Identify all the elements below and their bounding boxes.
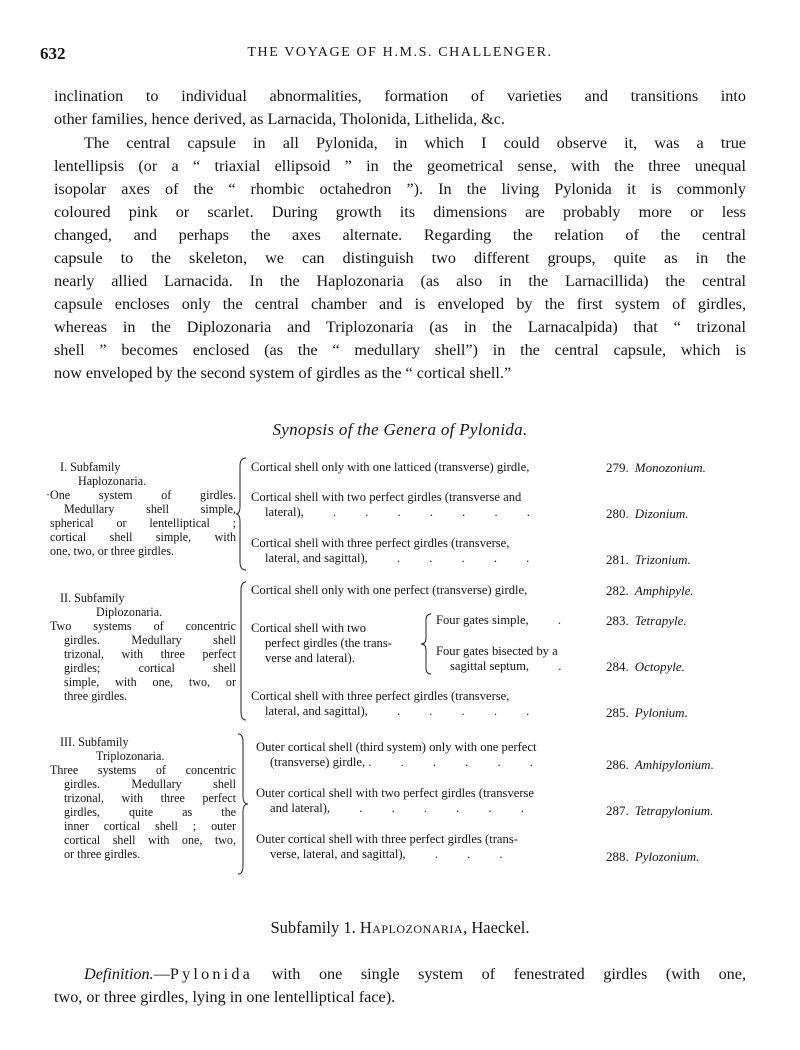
subfamily-2-name: Diplozonaria. bbox=[96, 605, 163, 619]
desc-line: spherical or lentelliptical ; bbox=[50, 516, 236, 530]
row-279-text bbox=[251, 460, 593, 475]
desc-line: trizonal, with three perfect bbox=[64, 791, 236, 805]
genus-name: Octopyle. bbox=[634, 659, 685, 674]
desc-line: three girdles. bbox=[64, 689, 128, 703]
genus-name: Monozonium. bbox=[634, 460, 706, 475]
definition-taxon: Pylonida bbox=[169, 965, 254, 983]
row-281-text bbox=[251, 536, 593, 566]
genus-284 bbox=[606, 659, 685, 675]
row-285-text bbox=[251, 689, 593, 719]
text-line: lentellipsis (or a “ triaxial ellipsoid ” in the geometrical sense, with the three unequal bbox=[54, 157, 746, 175]
definition-line-1: Definition.—Pylonida with one single system of fenestrated girdles (with one, bbox=[84, 965, 746, 983]
genus-number: 284. bbox=[606, 659, 629, 674]
row-text: verse and lateral). bbox=[265, 651, 355, 665]
genus-281 bbox=[606, 552, 691, 568]
row-text: Cortical shell with three perfect girdles (transverse, bbox=[251, 689, 510, 703]
row-text: perfect girdles (the trans- bbox=[265, 636, 392, 650]
genus-283 bbox=[606, 613, 687, 629]
genus-number: 288. bbox=[606, 849, 629, 864]
desc-line: Medullary shell simple, bbox=[64, 502, 236, 516]
text-line: The central capsule in all Pylonida, in which I could observe it, was a true bbox=[84, 134, 746, 152]
desc-line: ·One system of girdles. bbox=[46, 488, 236, 502]
text-line: isopolar axes of the “ rhombic octahedron ”). In the living Pylonida it is commonly bbox=[54, 180, 746, 198]
subfamily-2-head: II. Subfamily bbox=[60, 591, 125, 605]
desc-line: girdles. Medullary shell bbox=[64, 777, 236, 791]
subfamily-1-description bbox=[46, 460, 236, 558]
genus-name: Trizonium. bbox=[634, 552, 691, 567]
row-288-text bbox=[256, 832, 598, 862]
brace-gates bbox=[421, 614, 433, 674]
genus-number: 280. bbox=[606, 506, 629, 521]
row-text: verse, lateral, and sagittal), . . . bbox=[270, 847, 503, 861]
subfamily-1-head: I. Subfamily bbox=[60, 460, 121, 474]
desc-line: cortical shell simple, with bbox=[50, 530, 236, 544]
row-text: lateral, and sagittal), . . . . . bbox=[265, 551, 530, 565]
synopsis-title: Synopsis of the Genera of Pylonida. bbox=[272, 420, 528, 439]
desc-line: cortical shell with one, two, bbox=[64, 833, 236, 847]
subfamily-heading bbox=[0, 918, 800, 938]
genus-name: Tetrapylonium. bbox=[634, 803, 714, 818]
genus-number: 279. bbox=[606, 460, 629, 475]
desc-line: girdles, quite as the bbox=[64, 805, 236, 819]
row-text: Cortical shell only with one latticed (transverse) girdle, bbox=[251, 460, 530, 474]
genus-number: 282. bbox=[606, 583, 629, 598]
text-line: capsule to the skeleton, we can distinguish two different groups, quite as in the bbox=[54, 249, 746, 267]
desc-line: Two systems of concentric bbox=[50, 619, 236, 633]
row-286-text bbox=[256, 740, 598, 770]
genus-name: Pylozonium. bbox=[634, 849, 700, 864]
row-text: (transverse) girdle, . . . . . . bbox=[270, 755, 533, 769]
subfamily-2-description bbox=[50, 591, 236, 703]
text-line: now enveloped by the second system of girdles as the “ cortical shell.” bbox=[54, 364, 512, 382]
desc-line: or three girdles. bbox=[64, 847, 141, 861]
paragraph-1 bbox=[54, 85, 746, 131]
definition bbox=[54, 963, 746, 1009]
brace-subfamily-3 bbox=[236, 734, 250, 874]
row-282-text bbox=[251, 583, 593, 598]
text-line: changed, and perhaps the axes alternate. Regarding the relation of the central bbox=[54, 226, 746, 244]
row-280-text bbox=[251, 490, 593, 520]
genus-280 bbox=[606, 506, 689, 522]
text-line: coloured pink or scarlet. During growth its dimensions are probably more or less bbox=[54, 203, 746, 221]
running-title: THE VOYAGE OF H.M.S. CHALLENGER. bbox=[247, 45, 553, 60]
genus-number: 286. bbox=[606, 757, 629, 772]
subfamily-author: , Haeckel. bbox=[463, 918, 530, 937]
genus-name: Amhipylonium. bbox=[634, 757, 714, 772]
genus-287 bbox=[606, 803, 713, 819]
row-text: Outer cortical shell (third system) only with one perfect bbox=[256, 740, 537, 754]
desc-line: one, two, or three girdles. bbox=[50, 544, 174, 558]
row-text: sagittal septum, . bbox=[450, 659, 562, 673]
subfamily-1-name: Haplozonaria. bbox=[78, 474, 147, 488]
two-girdles-text bbox=[251, 621, 421, 666]
page-number: 632 bbox=[40, 44, 66, 63]
desc-line: Three systems of concentric bbox=[50, 763, 236, 777]
genus-name: Dizonium. bbox=[634, 506, 689, 521]
gates-simple-text bbox=[436, 613, 596, 628]
row-text: Cortical shell only with one perfect (transverse) girdle, bbox=[251, 583, 528, 597]
genus-279 bbox=[606, 460, 706, 476]
text-line: inclination to individual abnormalities, formation of varieties and transitions into bbox=[54, 87, 746, 105]
gates-bisected-text bbox=[436, 644, 596, 674]
row-text: Four gates simple, . bbox=[436, 613, 561, 627]
genus-name: Pylonium. bbox=[634, 705, 688, 720]
subfamily-3-description bbox=[50, 735, 236, 861]
genus-number: 281. bbox=[606, 552, 629, 567]
desc-line: girdles. Medullary shell bbox=[64, 633, 236, 647]
brace-subfamily-2 bbox=[238, 582, 248, 720]
row-text: Outer cortical shell with three perfect girdles (trans- bbox=[256, 832, 518, 846]
subfamily-3-head: III. Subfamily bbox=[60, 735, 129, 749]
subfamily-prefix: Subfamily 1. bbox=[270, 918, 356, 937]
subfamily-3-name: Triplozonaria. bbox=[96, 749, 165, 763]
text-line: capsule encloses only the central chamber and is enveloped by the first system of girdles, bbox=[54, 295, 746, 313]
genus-288 bbox=[606, 849, 699, 865]
desc-line: trizonal, with three perfect bbox=[64, 647, 236, 661]
row-text: lateral, and sagittal), . . . . . bbox=[265, 704, 530, 718]
genus-name: Amphipyle. bbox=[634, 583, 694, 598]
row-text: Four gates bisected by a bbox=[436, 644, 558, 658]
desc-line: inner cortical shell ; outer bbox=[64, 819, 236, 833]
row-287-text bbox=[256, 786, 598, 816]
text-line: other families, hence derived, as Larnacida, Tholonida, Lithelida, &c. bbox=[54, 110, 505, 128]
subfamily-name: Haplozonaria bbox=[359, 918, 464, 937]
row-text: Cortical shell with two perfect girdles (transverse and bbox=[251, 490, 522, 504]
genus-285 bbox=[606, 705, 688, 721]
desc-line: simple, with one, two, or bbox=[64, 675, 236, 689]
genus-number: 287. bbox=[606, 803, 629, 818]
text-line: shell ” becomes enclosed (as the “ medullary shell”) in the central capsule, which is bbox=[54, 341, 746, 359]
row-text: and lateral), . . . . . . bbox=[270, 801, 524, 815]
text-line: whereas in the Diplozonaria and Triplozonaria (as in the Larnacalpida) that “ trizonal bbox=[54, 318, 746, 336]
definition-label: Definition. bbox=[84, 965, 154, 983]
paragraph-2 bbox=[54, 132, 746, 385]
desc-line: girdles; cortical shell bbox=[64, 661, 236, 675]
genus-number: 285. bbox=[606, 705, 629, 720]
row-text: Outer cortical shell with two perfect girdles (transverse bbox=[256, 786, 535, 800]
row-text: Cortical shell with two bbox=[251, 621, 367, 635]
genus-name: Tetrapyle. bbox=[634, 613, 687, 628]
genus-282 bbox=[606, 583, 694, 599]
definition-line-2: two, or three girdles, lying in one lentelliptical face). bbox=[54, 988, 396, 1006]
text-line: nearly allied Larnacida. In the Haplozonaria (as also in the Larnacillida) the central bbox=[54, 272, 746, 290]
genus-number: 283. bbox=[606, 613, 629, 628]
row-text: Cortical shell with three perfect girdles (transverse, bbox=[251, 536, 510, 550]
genus-286 bbox=[606, 757, 714, 773]
row-text: lateral), . . . . . . . bbox=[265, 505, 530, 519]
brace-subfamily-1 bbox=[236, 458, 250, 570]
